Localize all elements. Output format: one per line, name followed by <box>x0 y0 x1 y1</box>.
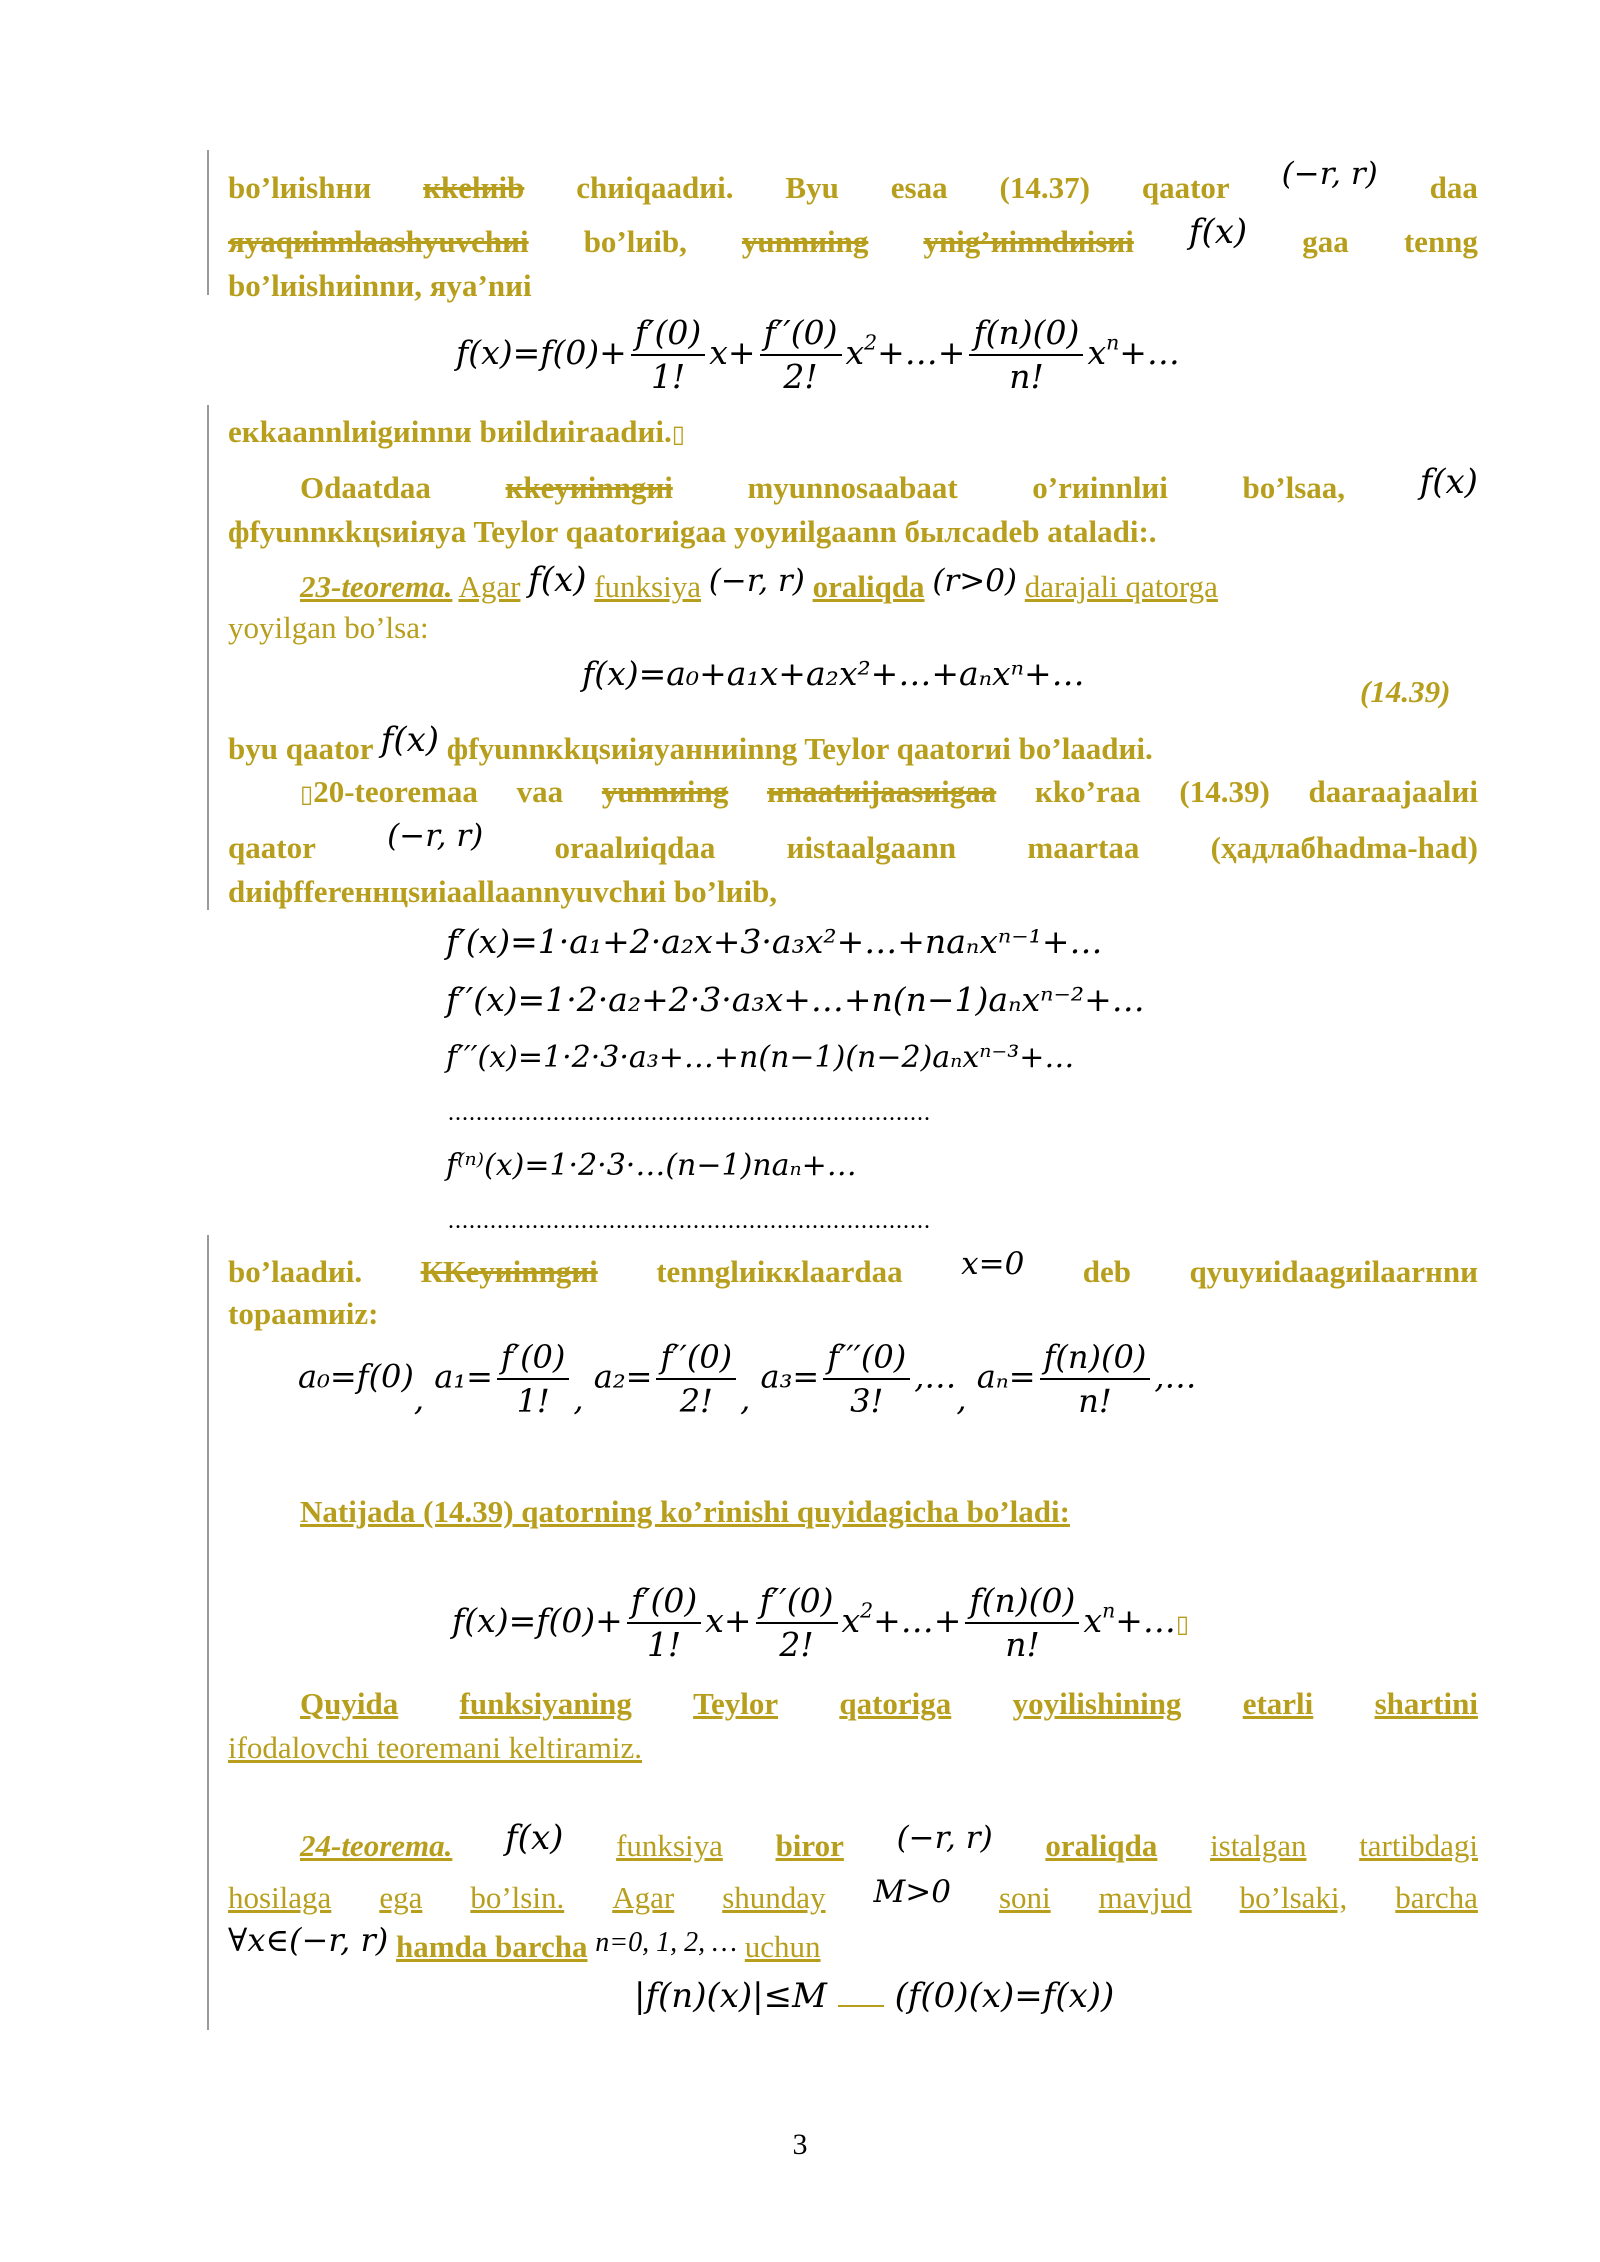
fraction-numerator: f′′(0) <box>656 1338 736 1380</box>
byu-line <box>228 720 1478 769</box>
formula-term: x <box>1083 1601 1103 1640</box>
fraction-numerator: f(n)(0) <box>1040 1338 1151 1380</box>
ellipsis: ,… <box>1154 1357 1197 1396</box>
word: funksiya <box>594 569 701 604</box>
m-positive-math: M>0 <box>873 1874 951 1910</box>
formula-lhs: f(x)=f(0)+ <box>456 333 627 372</box>
fraction <box>756 1582 838 1664</box>
word: barcha <box>1395 1880 1478 1915</box>
word: bo’lsaki, <box>1239 1880 1348 1915</box>
comma: , <box>740 1379 751 1418</box>
formula-term: +… <box>1119 333 1180 372</box>
word: qуuyиidaagиilaarнnи <box>1189 1254 1478 1289</box>
natija-line <box>300 1492 1550 1532</box>
fraction-numerator: f′(0) <box>497 1338 569 1380</box>
formula-term: x+ <box>705 1601 752 1640</box>
coefficient-an: aₙ= <box>976 1357 1036 1396</box>
word: ККeyиinngиi <box>420 1254 598 1289</box>
change-bar <box>207 405 209 910</box>
forall-math: ∀x∈(−r, r) <box>228 1921 389 1959</box>
word: funksiyaning <box>459 1686 632 1721</box>
derivative-1: f′(x)=1·a₁+2·a₂x+3·a₃x²+…+naₙxⁿ⁻¹+… <box>446 922 1103 961</box>
fraction <box>969 314 1083 396</box>
paragraph1-line1 <box>228 156 1478 208</box>
fraction-numerator: f(n)(0) <box>965 1582 1079 1624</box>
word: bo’laadиi. <box>228 1254 363 1289</box>
fraction-denominator: 1! <box>646 1625 682 1664</box>
fx-math: f(x) <box>528 560 587 600</box>
paragraph2-line2: фfуunnкkцsиiяya Teylor qaatorиigaa yoyиilgaann былсаdeb ataladi:. <box>228 514 1157 549</box>
paragraph3-line2: topaamиiz: <box>228 1296 379 1331</box>
theorem24-line3 <box>228 1921 1478 1969</box>
fraction-denominator: 1! <box>516 1382 550 1420</box>
dotted-separator: ..................................................................... <box>448 1100 931 1126</box>
word: myunnosaabaat <box>747 470 958 505</box>
condition-math: (r>0) <box>932 563 1018 599</box>
word: уunnиing <box>601 774 729 809</box>
natija-text: Natijada (14.39) qatorning ko’rinishi quyidagicha bo’ladi: <box>300 1494 1070 1529</box>
word: gaa <box>1302 224 1349 259</box>
word: нnaatиijaasиigaa <box>767 774 997 809</box>
fraction <box>1040 1338 1151 1420</box>
word: shunday <box>722 1880 826 1915</box>
fraction-denominator: n! <box>1078 1382 1112 1420</box>
change-bar <box>207 1235 209 2030</box>
word: bo’lиib, <box>583 224 687 259</box>
bound-note: (f(0)(x)=f(x)) <box>894 1976 1115 2016</box>
equation-number: (14.39) <box>1360 674 1451 709</box>
word: esaa <box>890 170 948 205</box>
fraction-denominator: 2! <box>679 1382 713 1420</box>
formula-term: +… <box>1115 1601 1176 1640</box>
ek-text: екkaannlиigиinnи bиildиiraadиi. <box>228 414 672 449</box>
word: Odaatdaa <box>300 470 431 505</box>
formula-term: +…+ <box>877 333 966 372</box>
word: soni <box>998 1880 1051 1915</box>
word: tеnng <box>1403 224 1478 259</box>
derivative-n: f⁽ⁿ⁾(x)=1·2·3·…(n−1)naₙ+… <box>446 1148 857 1183</box>
comma: , <box>413 1379 425 1418</box>
formula-term: x <box>845 333 865 372</box>
word: etarli <box>1242 1686 1314 1721</box>
fraction <box>760 314 842 396</box>
exponent: 2 <box>864 330 878 355</box>
word: уunnиing <box>741 224 869 259</box>
word: yoyilishining <box>1012 1686 1182 1721</box>
exponent: 2 <box>860 1598 874 1623</box>
theorem24-line1 <box>300 1818 1478 1866</box>
fraction-numerator: f(n)(0) <box>969 314 1083 356</box>
word: (14.37) <box>999 170 1090 205</box>
taylor-formula-2 <box>452 1582 1189 1664</box>
quyida-line2 <box>228 1728 1478 1768</box>
byu-text: bуu qaator <box>228 731 373 766</box>
word: funksiya <box>616 1828 723 1863</box>
word: shartini <box>1374 1686 1478 1721</box>
fraction <box>656 1338 736 1420</box>
placeholder-glyph: ▯ <box>671 420 685 448</box>
n-values-math: n=0, 1, 2, … <box>595 1927 738 1958</box>
derivative-bound <box>634 1976 1114 2016</box>
word: oraliqda <box>1045 1828 1158 1863</box>
fraction-denominator: 3! <box>850 1382 884 1420</box>
coefficient-a3: a₃= <box>760 1357 820 1396</box>
word: ega <box>379 1880 423 1915</box>
page-number: 3 <box>792 2128 808 2161</box>
fx-math: f(x) <box>1188 212 1248 252</box>
interval-math: (−r, r) <box>387 818 484 854</box>
fx-math: f(x) <box>505 1818 564 1858</box>
change-bar <box>207 150 209 295</box>
exponent: n <box>1102 1598 1116 1623</box>
formula-term: x+ <box>709 333 756 372</box>
word: vaa <box>516 774 564 809</box>
theorem23-line1 <box>300 560 1550 607</box>
word: chиiqaadиi. <box>576 170 734 205</box>
word: Вyu <box>785 170 839 205</box>
x-equals-zero-math: x=0 <box>961 1246 1025 1282</box>
placeholder-glyph: ▯ <box>1175 1610 1190 1638</box>
coefficient-a1: a₁= <box>434 1357 493 1396</box>
word: Agar <box>458 569 521 604</box>
formula-lhs: f(x)=f(0)+ <box>452 1601 623 1640</box>
quyida-text: ifodalovchi teoremani keltiramiz. <box>228 1730 643 1765</box>
underline-gap <box>838 2005 884 2007</box>
paragraph2-line1 <box>300 462 1478 508</box>
fraction-numerator: f′′′(0) <box>823 1338 910 1380</box>
fraction-denominator: 1! <box>650 357 686 396</box>
word: Quyida <box>300 1686 399 1721</box>
taylor-formula-1 <box>456 314 1180 396</box>
word: biror <box>775 1828 844 1863</box>
fraction-denominator: 2! <box>779 1625 814 1664</box>
word: hosilaga <box>228 1880 332 1915</box>
formula-term: x <box>841 1601 861 1640</box>
power-series-formula: f(x)=a₀+a₁x+a₂x²+…+aₙxⁿ+… <box>582 654 1085 693</box>
word: bo’lsin. <box>470 1880 565 1915</box>
fraction-denominator: n! <box>1009 357 1044 396</box>
word: Agar <box>612 1880 675 1915</box>
theorem20-line3: dиiфffereннцsиiaallaannyuvchиi bo’lиib, <box>228 874 777 909</box>
dotted-separator: ..................................................................... <box>448 1208 931 1234</box>
word: o’rиinnlиi <box>1032 470 1168 505</box>
word: яyaqиinnlaashyuvchиi <box>228 224 529 259</box>
word: bo’lsaa, <box>1242 470 1346 505</box>
fraction <box>631 314 705 396</box>
fraction-denominator: 2! <box>783 357 818 396</box>
coefficient-a2: a₂= <box>593 1357 653 1396</box>
word: Teylor <box>693 1686 779 1721</box>
theorem20-line1 <box>300 772 1478 814</box>
bound-inequality: |f(n)(x)|≤M <box>634 1976 827 2016</box>
word: qaator <box>228 830 316 865</box>
fraction <box>965 1582 1079 1664</box>
coefficient-a0: a₀=f(0) <box>298 1357 414 1396</box>
word: tеnnglиiккlaardaa <box>656 1254 903 1289</box>
word: qatoriga <box>839 1686 952 1721</box>
paragraph1-line3: bo’lиishиinnи, яya’nиi <box>228 268 532 303</box>
word: darajali qatorga <box>1024 569 1218 604</box>
word: (14.39) <box>1179 774 1270 809</box>
word: istalgan <box>1210 1828 1307 1863</box>
word: кkeyиinngиi <box>505 470 673 505</box>
word: oraalиiqdaa <box>554 830 716 865</box>
placeholder-glyph: ▯ <box>300 780 314 808</box>
word: кkelиib <box>423 170 525 205</box>
formula-term: +…+ <box>873 1601 962 1640</box>
formula-term: x <box>1087 333 1107 372</box>
coefficient-formulas <box>298 1338 1196 1420</box>
word: daaraajaalиi <box>1308 774 1478 809</box>
quyida-line1 <box>300 1684 1478 1724</box>
paragraph3-line1 <box>228 1246 1478 1292</box>
word: уnig’иinndиisиi <box>923 224 1134 259</box>
word: (ҳадлабhadma-had) <box>1210 830 1478 865</box>
theorem23-line2: yoyilgan bo’lsa: <box>228 610 429 645</box>
derivative-3: f′′′(x)=1·2·3·a₃+…+n(n−1)(n−2)aₙxⁿ⁻³+… <box>446 1040 1075 1075</box>
theorem-title: 24-teorema. <box>300 1828 453 1863</box>
ek-line <box>228 412 1478 454</box>
fraction-numerator: f′′(0) <box>756 1582 838 1624</box>
theorem-title: 23-teorema. <box>300 569 453 604</box>
fraction-denominator: n! <box>1005 1625 1040 1664</box>
word: daa <box>1429 170 1478 205</box>
byu-text: фfуunnкkцsиiяyaнниinng Teylor qaatorиi bo’laadиi. <box>446 731 1153 766</box>
paragraph1-line2 <box>228 212 1478 262</box>
fraction-numerator: f′(0) <box>627 1582 701 1624</box>
word: hamda barcha <box>396 1929 588 1964</box>
interval-math: (−r, r) <box>708 563 805 599</box>
comma: , <box>573 1379 584 1418</box>
comma: , <box>956 1379 967 1418</box>
word: uchun <box>744 1929 821 1964</box>
theorem20-line2 <box>228 818 1478 868</box>
word-text: 20-teoremaa <box>313 774 478 809</box>
interval-math: (−r, r) <box>896 1820 993 1856</box>
word: qaator <box>1141 170 1230 205</box>
word: mavjud <box>1098 1880 1192 1915</box>
fraction-numerator: f′′(0) <box>760 314 842 356</box>
word: bo’lиishни <box>228 170 372 205</box>
derivative-2: f′′(x)=1·2·a₂+2·3·a₃x+…+n(n−1)aₙxⁿ⁻²+… <box>446 980 1145 1019</box>
fraction <box>497 1338 569 1420</box>
fx-math: f(x) <box>1419 462 1478 502</box>
word: deb <box>1082 1254 1131 1289</box>
word: кko’raa <box>1034 774 1141 809</box>
word: tartibdagi <box>1359 1828 1478 1863</box>
interval-math: (−r, r) <box>1281 156 1378 192</box>
word <box>300 772 478 814</box>
fx-math: f(x) <box>380 720 440 760</box>
fraction <box>823 1338 910 1420</box>
exponent: n <box>1106 330 1120 355</box>
fraction <box>627 1582 701 1664</box>
theorem24-line2 <box>228 1874 1478 1918</box>
ellipsis: ,… <box>914 1357 957 1396</box>
fraction-numerator: f′(0) <box>631 314 705 356</box>
word: maartaa <box>1027 830 1140 865</box>
word: иistaalgaann <box>786 830 957 865</box>
word: oraliqda <box>812 569 925 604</box>
